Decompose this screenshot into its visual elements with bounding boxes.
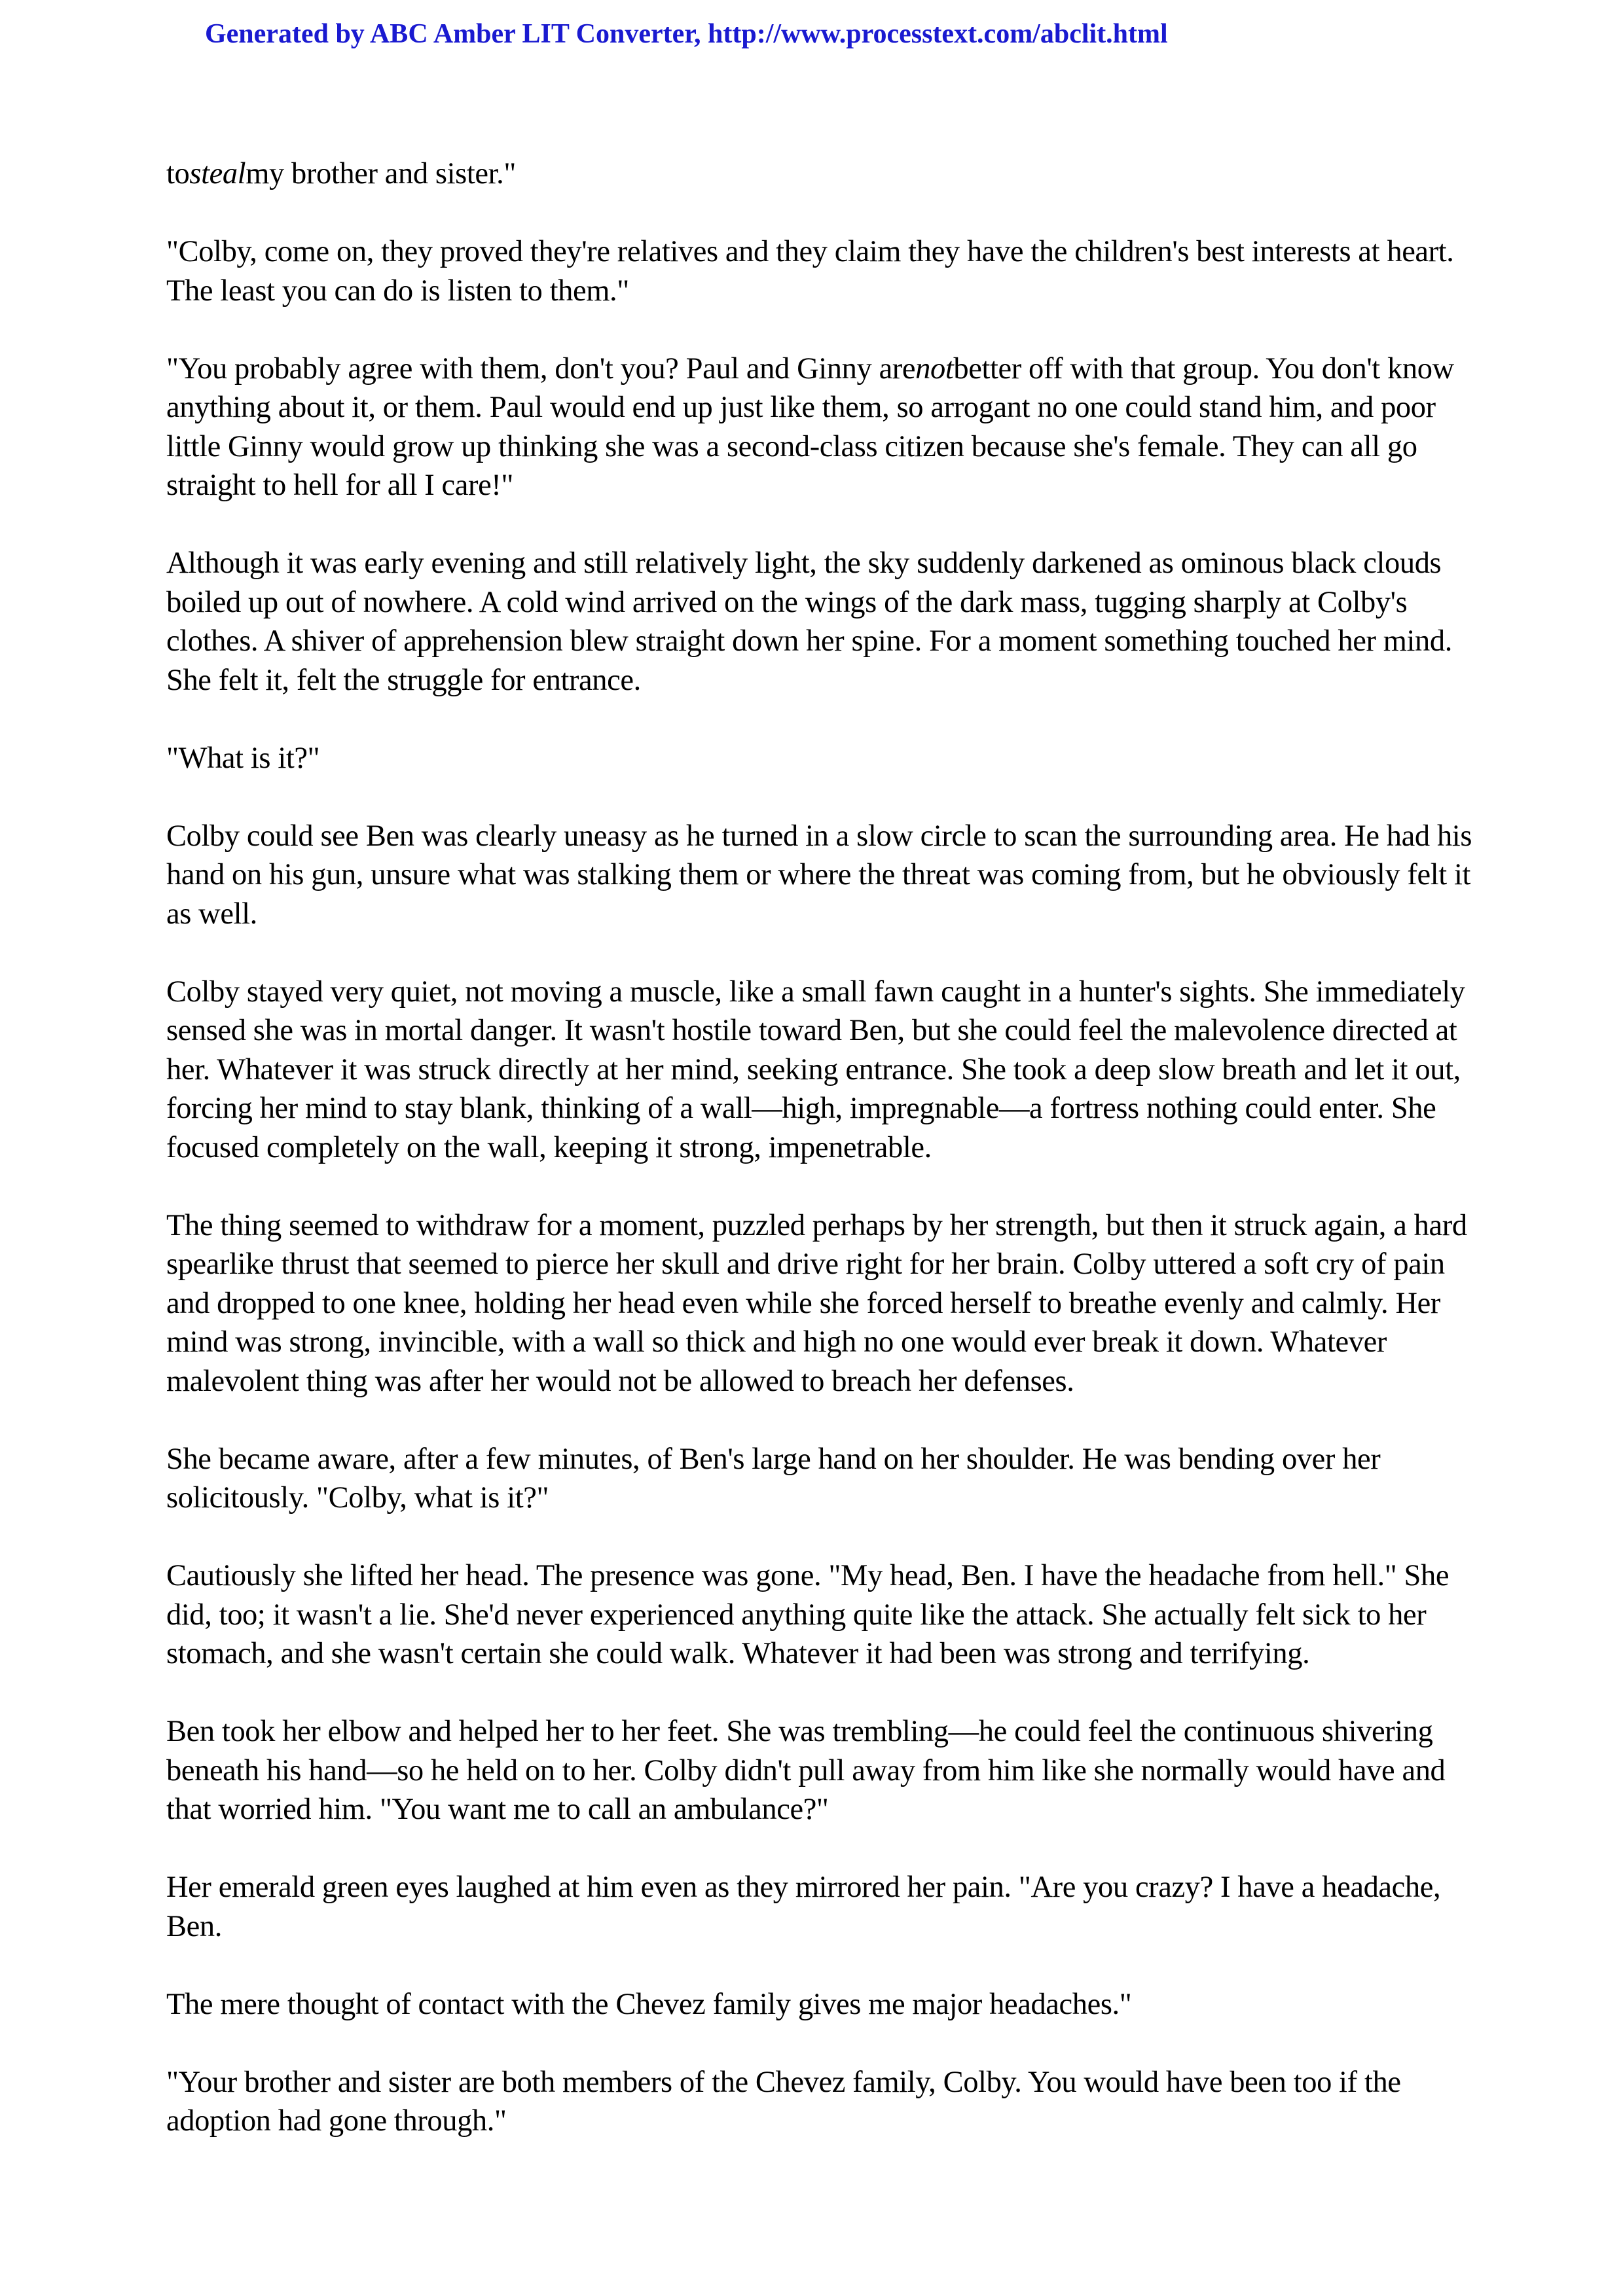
paragraph-5: "What is it?" <box>166 741 320 775</box>
paragraph-7: Colby stayed very quiet, not moving a muscle, like a small fawn caught in a hunter's sights. She immediately sensed she was in mortal danger. It wasn't hostile toward Ben, but she could feel the malevolence directed at her. Whatever it was struck directly at her mind, seeking entrance. She took a deep slow breath and let it out, forcing her mind to stay blank, thinking of a wall—high, impregnable—a fortress nothing could enter. She focused completely on the wall, keeping it strong, impenetrable. <box>166 975 1465 1164</box>
paragraph-3: "You probably agree with them, don't you? Paul and Ginny arenotbetter off with that group. You don't know anything about it, or them. Paul would end up just like them, so arrogant no one could stand him, and poor little Ginny would grow up thinking she was a second-class citizen because she's female. They can all go straight to hell for all I care!" <box>166 351 1454 502</box>
paragraph-8: The thing seemed to withdraw for a moment, puzzled perhaps by her strength, but then it struck again, a hard spearlike thrust that seemed to pierce her skull and drive right for her brain. Colby uttered a soft cry of pain and dropped to one knee, holding her head even while she forced herself to breathe evenly and calmly. Her mind was strong, invincible, with a wall so thick and high no one would ever break it down. Whatever malevolent thing was after her would not be allowed to breach her defenses. <box>166 1208 1467 1398</box>
paragraph-9: She became aware, after a few minutes, of Ben's large hand on her shoulder. He was bending over her solicitously. "Colby, what is it?" <box>166 1442 1381 1515</box>
paragraph-10: Cautiously she lifted her head. The presence was gone. "My head, Ben. I have the headache from hell." She did, too; it wasn't a lie. She'd never experienced anything quite like the attack. She actually felt sick to her stomach, and she wasn't certain she could walk. Whatever it had been was strong and terrifying. <box>166 1559 1450 1670</box>
paragraph-12: Her emerald green eyes laughed at him even as they mirrored her pain. "Are you crazy? I have a headache, Ben. <box>166 1871 1441 1943</box>
paragraph-1: tostealmy brother and sister." <box>166 157 516 190</box>
paragraph-13: The mere thought of contact with the Chevez family gives me major headaches." <box>166 1987 1132 2021</box>
paragraph-2: "Colby, come on, they proved they're relatives and they claim they have the children's best interests at heart. The least you can do is listen to them." <box>166 235 1454 308</box>
paragraph-11: Ben took her elbow and helped her to her feet. She was trembling—he could feel the continuous shivering beneath his hand—so he held on to her. Colby didn't pull away from him like she normally would have and that worried him. "You want me to call an ambulance?" <box>166 1715 1446 1826</box>
converter-header: Generated by ABC Amber LIT Converter, http://www.processtext.com/abclit.html <box>205 19 1168 49</box>
paragraph-6: Colby could see Ben was clearly uneasy as he turned in a slow circle to scan the surrounding area. He had his hand on his gun, unsure what was stalking them or where the threat was coming from, but he obviously felt it as well. <box>166 819 1472 931</box>
paragraph-4: Although it was early evening and still relatively light, the sky suddenly darkened as ominous black clouds boiled up out of nowhere. A cold wind arrived on the wings of the dark mass, tugging sharply at Colby's clothes. A shiver of apprehension blew straight down her spine. For a moment something touched her mind. She felt it, felt the struggle for entrance. <box>166 547 1452 697</box>
paragraph-14: "Your brother and sister are both members of the Chevez family, Colby. You would have been too if the adoption had gone through." <box>166 2065 1401 2138</box>
document-body <box>166 154 1476 2141</box>
